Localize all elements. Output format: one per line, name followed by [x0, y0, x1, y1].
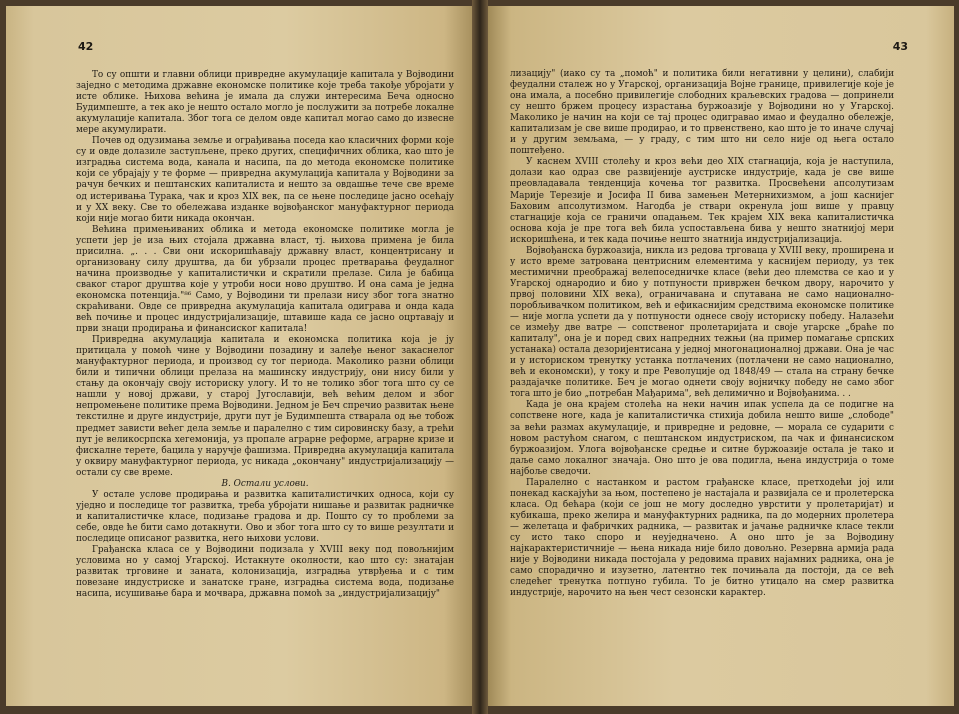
- paragraph: Војвођанска буржоазија, никла из редова трговаца у XVIII веку, проширена и у исто време затрована центрисним елементима у каснијем периоду, уз тек местимични преображај велепоседничке класе (већи део племства се као и у Угарској однародио и био у потпуности привржен бечком двору, нарочито у првој половини XIX века), ограничавана и спутавана не само национално-поробљивачком политиком, већ и ефикаснијим средствима економске политике — није могла успети да у потпуности однесе своју историску победу. Налазећи се између две ватре — сопственог пролетаријата и своје угарске „браће по капиталу", она је и поред свих напредних тежњи (на пример помагање српских устанака) остала дезоријентисана у једној многонационалној држави. Она је час и у историском тренутку устанка потлачених (потлачени не само национално, већ и економски), у току и пре Револуције од 1848/49 — стала на страну бечке раздајачке политике. Беч је могао однети своју војничку победу не само због тога што је био „потребан Мађарима", већ делимично и Војвођанима. . .: [510, 245, 894, 400]
- paragraph: Почев од одузимања земље и ограђивања поседа као класичних форми које су и овде долазиле заступљене, преко других, специфичних облика, као што је изградња система вода, канала и насипа, па до метода економске политике који се убрајају у те форме — привредна акумулација капитала у Војводини за рачун бечких и пештанских капиталиста и нешто за овдашње тече све време од истеривања Турака, чак и кроз XIX век, па се њене последице јасно осећају и у XX веку. Све то обележава изданке војвођанског мануфактурног периода који није могао бити никада окончан.: [76, 136, 454, 224]
- right-page: [488, 6, 954, 706]
- page-number-left: 42: [78, 40, 94, 53]
- left-page: [6, 6, 472, 706]
- book-gutter: [472, 0, 488, 714]
- paragraph: лизацију" (иако су та „помоћ" и политика били негативни у целини), слабији феудални сталеж но у Угарској, организација Војне границе, привилегије које је она имала, а посебно привилегије слободних краљевских градова — допринели су нешто бржем процесу израстања буржоазије у Војводини но у Угарској. Маколико је начин на који се тај процес одигравао имао и феудално обележје, капитализам је све више продирао, и то првенствено, као што је то иначе случај и у другим земљама, — у граду, с тим што ни село није од њега остало поштеђено.: [510, 69, 894, 157]
- paragraph: То су општи и главни облици привредне акумулације капитала у Војводини заједно с методима државне економске политике које треба такође убројати у исте облике. Њихова већина је имала да служи интересима Беча односно Будимпеште, а тек ако је нешто остало могло је послужити за потребе локалне акумулације капитала. Због тога се делом овде капитал могао само до извесне мере акумулирати.: [76, 70, 454, 136]
- paragraph: Већина примењиваних облика и метода економске политике могла је успети јер је иза њих стојала државна власт, тј. њихова примена је била присилна. „. . . Сви они искоришћавају државну власт, концентрисану и организовану силу друштва, да би убрзали процес претварања феудалног начина производње у капиталистички и скратили прелазе. Сила је бабица сваког старог друштва које у утроби носи ново друштво. И она сама је једна економска потенција."⁸⁶ Само, у Војводини ти прелази нису због тога знатно скраћивани. Овде се привредна акумулација капитала одиграва и онда када већ почиње и процес индустријализације, штавише када се јасно оцртавају и први знаци продирања и финансиског капитала!: [76, 224, 454, 335]
- left-page-text: [76, 70, 454, 600]
- right-page-text: [510, 69, 894, 599]
- paragraph: Паралелно с настанком и растом грађанске класе, претходећи јој или понекад каскајући за њом, постепено је настајала и развијала се и пролетерска класа. Од бећара (који се још не могу доследно уврстити у пролетаријат) и кубикаша, преко желира и мануфактурних радника, па до модерних пролетера — желетаца и фабричких радника, — развитак и јачање радничке класе текли су исто тако споро и неуједначено. А оно што је за Војводину најкарактеристичније — њена никада није било довољно. Резервна армија рада није у Војводини никада постојала у редовима правих најамних радника, она је само спорадично и изузетно, латентно тек почињала да постоји, да се већ следећег тренутка потпуно губила. То је битно утицало на смер развитка индустрије, нарочито на њен чест сезонски карактер.: [510, 477, 894, 599]
- paragraph: У каснем XVIII столећу и кроз већи део XIX стагнација, која је наступила, долази као одраз све развијеније аустриске индустрије, када је све више преовладавала тенденција кочења тог развитка. Просвећени апсолутизам Марије Терезије и Јосифа II бива замењен Метернихизмом, а још каснијег Баховим апсолутизмом. Нагодба је ствари окренула још више у правцу стагнације која се граничи опадањем. Тек крајем XIX века капиталистичка основа која је пре тога већ била успостављена бива у нешто знатнијој мери искоришћена, и тек када почиње нешто знатнија индустријализација.: [510, 157, 894, 245]
- page-number-right: 43: [892, 40, 908, 53]
- paragraph: Када је она крајем столећа на неки начин ипак успела да се подигне на сопствене ноге, када је капиталистичка стихија добила нешто више „слободе" за већи размах акумулације, и привредне и редовне, — морала се сударити с новом растућом снагом, с пештанском индустриском, па чак и финансиском буржоазијом. Улога војвођанске средње и ситне буржоазије остала је тако и даље само локалног значаја. Оно што је ова подигла, њена индустрија о томе најбоље сведочи.: [510, 400, 894, 477]
- section-title: В. Остали услови.: [221, 478, 309, 489]
- paragraph: Грађанска класа се у Војводини подизала у XVIII веку под повољнијим условима но у самој Угарској. Истакнуте околности, као што су: знатајан развитак трговине и заната, колонизација, изградња утврђења и с тим повезане индустриске и занатске гране, изградња система вода, подизање насипа, исушивање бара и мочвара, државна помоћ за „индустријализацију": [76, 545, 454, 600]
- paragraph: Привредна акумулација капитала и економска политика која је ју притицала у помоћ чине у Војводини позадину и залеђе њеног закаснелог мануфактурног периода, и производ су тог периода. Маколико разни облици били и типични облици прелаза на машинску индустрију, они нису били у стању да окончају своју историску улогу. И то не толико због тога што су се нашли у новој држави, у старој Југославији, већ већим делом и због непромењене политике према Војводини. Једном је Беч спречио развитак њене текстилне и друге индустрије, други пут је Будимпешта стварала од ње тобож предмет зависти већег дела земље и паралелно с тим сировинску базу, а трећи пут је великосрпска хегемонија, уз пропале аграрне реформе, аграрне кризе и фискалне терете, бацила у наручје фашизма. Привредна акумулација капитала у оквиру мануфактурног периода, ус никада „окончану" индустријализацију — остали су све време.: [76, 335, 454, 478]
- paragraph: У остале услове продирања и развитка капиталистичких односа, који су уједно и последице тог развитка, треба убројати нишање и развитак радничке и капиталистичке класе, подизање градова и др. Пошто су то проблеми за себе, овде ће бити само дотакнути. Ово и због тога што су то више резултати и последице описаног развитка, него њихови услови.: [76, 489, 454, 544]
